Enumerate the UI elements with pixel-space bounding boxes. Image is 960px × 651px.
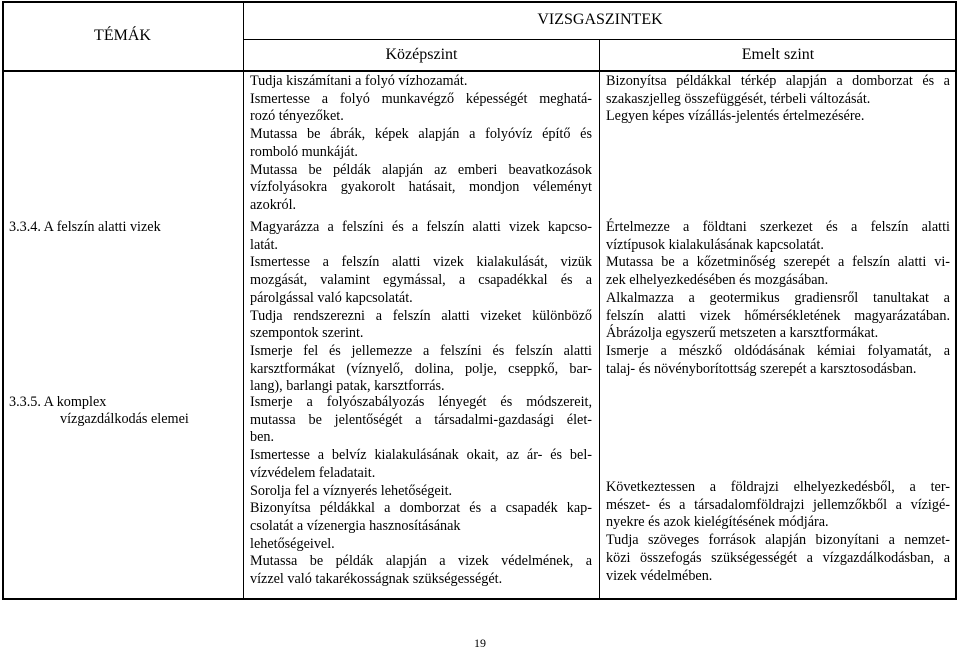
text-line: szakaszjelleg összefüggését, térbeli változását. <box>606 90 871 107</box>
text-line: lehetőségeivel. <box>250 535 335 552</box>
adv-block-top <box>606 73 950 126</box>
text-line: Ismerje a mészkő oldódásának kémiai folyamatát, a <box>606 342 950 359</box>
text-line: mészet- és a társadalomföldrajzi jellemzőkből a vízigé- <box>606 496 950 513</box>
header-temak: TÉMÁK <box>94 27 151 44</box>
text-line: vízzel való takarékosságnak szükségességét. <box>250 571 503 588</box>
mid-block-3-3-5 <box>250 394 592 589</box>
text-line: talaj- és növényborítottság szerepét a karsztosodásban. <box>606 360 917 377</box>
text-line: Magyarázza a felszíni és a felszín alatti vizek kapcso- <box>250 219 592 235</box>
text-line: Ábrázolja egyszerű metszeten a karsztformákat. <box>606 325 879 342</box>
text-line: Értelmezze a földtani szerkezet és a felszín alatti <box>606 219 950 235</box>
text-line: Tudja kiszámítani a folyó vízhozamát. <box>250 73 468 89</box>
text-line: mutassa be jelentőségét a társadalmi-gazdasági élet- <box>250 411 592 428</box>
text-line: párolgással való kapcsolatát. <box>250 289 413 306</box>
text-line: Mutassa be a kőzetminőség szerepét a felszín alatti vi- <box>606 254 950 271</box>
text-line: Alkalmazza a geotermikus gradiensről tanultakat a <box>606 289 950 306</box>
text-line: szempontok szerint. <box>250 325 364 342</box>
adv-block-3-3-4 <box>606 219 950 378</box>
text-line: Ismertesse a felszín alatti vizek kialakulását, vizük <box>250 254 592 271</box>
text-line: Ismertesse a belvíz kialakulásának okait, az ár- és bel- <box>250 447 592 464</box>
text-line: Bizonyítsa példákkal térkép alapján a domborzat és a <box>606 73 950 89</box>
topic-3-3-4: 3.3.4. A felszín alatti vizek <box>9 219 161 235</box>
text-line: Mutassa be példák alapján az emberi beavatkozások <box>250 161 592 178</box>
topic-3-3-5-line2: vízgazdálkodás elemei <box>60 411 189 427</box>
header-vizsgaszintek: VIZSGASZINTEK <box>537 11 663 28</box>
text-line: Mutassa be példák alapján a vizek védelmének, a <box>250 553 592 570</box>
text-line: Tudja rendszerezni a felszín alatti vizeket különböző <box>250 307 592 324</box>
text-line: Következtessen a földrajzi elhelyezkedésből, a ter- <box>606 479 950 495</box>
text-line: ben. <box>250 429 275 446</box>
topic-3-3-5-line1: 3.3.5. A komplex <box>9 394 107 410</box>
header-emelt: Emelt szint <box>741 46 815 63</box>
text-line: Tudja szöveges források alapján bizonyítani a nemzet- <box>606 532 950 549</box>
text-line: romboló munkáját. <box>250 143 358 160</box>
text-line: latát. <box>250 236 278 253</box>
text-line: nyekre és azok kielégítésének módjára. <box>606 514 829 531</box>
text-line: vizek védelmében. <box>606 567 713 584</box>
text-line: vízfolyásokra gyakorolt hatásait, mondjon véleményt <box>250 179 592 196</box>
text-line: Mutassa be ábrák, képek alapján a folyóvíz építő és <box>250 126 592 143</box>
text-line: csolatát a vízenergia hasznosításának <box>250 517 461 534</box>
text-line: rozó tényezőket. <box>250 108 344 125</box>
text-line: azokról. <box>250 196 297 213</box>
header-divider-2 <box>2 70 957 72</box>
text-line: Ismertesse a folyó munkavégző képességét meghatá- <box>250 90 592 107</box>
col-divider-1 <box>243 2 244 599</box>
text-line: zek elhelyezkedésében és mozgásában. <box>606 272 829 289</box>
text-line: vízvédelem feladatait. <box>250 464 376 481</box>
text-line: Sorolja fel a víznyerés lehetőségeit. <box>250 482 453 499</box>
text-line: felszín alatti vizek hőmérsékletének magyarázatában. <box>606 307 950 324</box>
text-line: Bizonyítsa példákkal a domborzat és a csapadék kap- <box>250 500 592 517</box>
text-line: Legyen képes vízállás-jelentés értelmezésére. <box>606 108 865 125</box>
page-number: 19 <box>474 636 486 650</box>
adv-block-3-3-5 <box>606 479 950 585</box>
text-line: közi összefogás szükségességét a vízgazdálkodásban, a <box>606 549 950 566</box>
header-kozepszint: Középszint <box>385 46 458 63</box>
mid-block-top <box>250 73 592 215</box>
text-line: Ismerje fel és jellemezze a felszíni és felszín alatti <box>250 342 592 359</box>
text-line: Ismerje a folyószabályozás lényegét és módszereit, <box>250 394 592 410</box>
mid-block-3-3-4 <box>250 219 592 396</box>
text-line: mozgását, valamint egymással, a csapadékkal és a <box>250 272 592 289</box>
text-line: lang), barlangi patak, karsztforrás. <box>250 378 445 395</box>
col-divider-2 <box>599 40 600 599</box>
text-line: víztípusok kialakulásának kapcsolatát. <box>606 236 824 253</box>
header-divider-1 <box>244 39 956 40</box>
text-line: karsztformákat (víznyelő, dolina, polje, cseppkő, bar- <box>250 360 592 377</box>
